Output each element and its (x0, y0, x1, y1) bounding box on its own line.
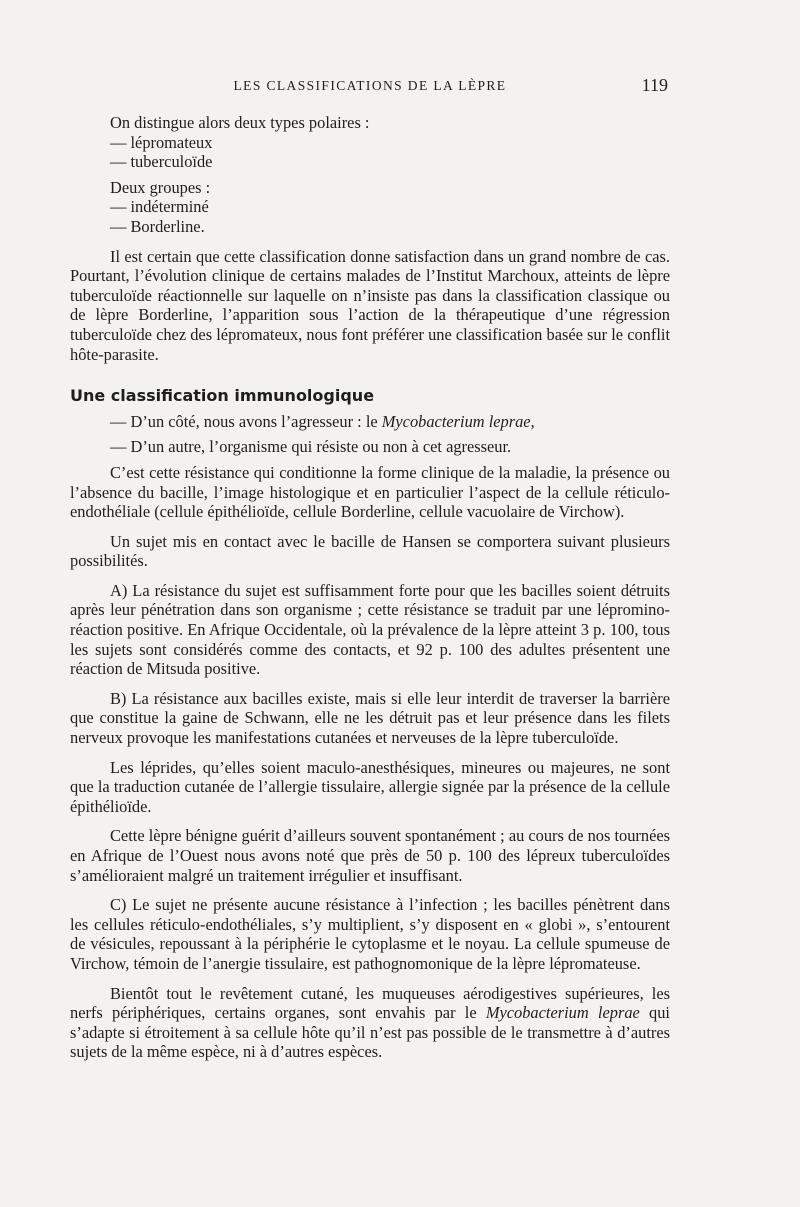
polar-types-lead: On distingue alors deux types polaires : (110, 113, 370, 132)
polar-type-item: — lépromateux (110, 132, 213, 152)
paragraph: Cette lèpre bénigne guérit d’ailleurs souvent spontanément ; au cours de nos tournées en Afrique de l’Ouest nous avons noté que près de 50 p. 100 des lépreux tuberculoïdes s’amélioraient malgré un traitement irrégulier et insuffisant. (70, 826, 670, 885)
group-item: — indéterminé (110, 197, 209, 217)
paragraph-text: qui s’adapte si étroitement à sa cellule hôte qu’il n’est pas possible de le transmettre à d’autres sujets de la même espèce, ni à d’autres espèces. (70, 1003, 670, 1062)
dash-item: — D’un autre, l’organisme qui résiste ou non à cet agresseur. (110, 437, 512, 457)
paragraph: Il est certain que cette classification donne satisfaction dans un grand nombre de cas. Pourtant, l’évolution clinique de certains malades de l’Institut Marchoux, atteints de lèpre tuberculoïde réactionnelle sur laquelle on n’insiste pas dans la classification classique ou de lèpre Borderline, l’apparition sous l’action de la thérapeutique d’une régression tuberculoïde chez des lépromateux, nous font préférer une classification basée sur le conflit hôte-parasite. (70, 246, 670, 364)
paragraph-case-b: B) La résistance aux bacilles existe, mais si elle leur interdit de traverser la barrière que constitue la gaine de Schwann, elle ne les détruit pas et leur présence dans les filets nerveux provoque les manifestations cutanées et nerveuses de la lèpre tuberculoïde. (70, 688, 670, 748)
polar-type-item: — tuberculoïde (110, 152, 213, 172)
paragraph-text: Bientôt tout le revêtement cutané, les muqueuses aérodigestives supérieures, les nerfs périphériques, certains organes, sont envahis par le (70, 983, 670, 1023)
paragraph: Un sujet mis en contact avec le bacille de Hansen se comportera suivant plusieurs possibilités. (70, 531, 670, 571)
polar-types-block (70, 113, 670, 237)
groups-lead: Deux groupes : (110, 177, 211, 197)
paragraph (70, 984, 670, 1062)
paragraph: Les léprides, qu’elles soient maculo-anesthésiques, mineures ou majeures, ne sont que la traduction cutanée de l’allergie tissulaire, allergie signée par la présence de la cellule épithélioïde. (70, 757, 670, 816)
species-name: Mycobacterium leprae (485, 1003, 640, 1023)
page-body (70, 113, 670, 1062)
running-title: LES CLASSIFICATIONS DE LA LÈPRE (233, 78, 507, 93)
paragraph-case-c: C) Le sujet ne présente aucune résistance à l’infection ; les bacilles pénètrent dans les cellules réticulo-endothéliales, s’y multiplient, s’y disposent en « globi », s’entourent de vésicules, repoussant à la périphérie le cytoplasme et le noyau. La cellule spumeuse de Virchow, témoin de l’anergie tissulaire, est pathognomonique de la lèpre lépromateuse. (70, 895, 670, 973)
page-number: 119 (641, 75, 668, 95)
dash-item-text: — D’un côté, nous avons l’agresseur : le (110, 411, 382, 431)
section-title: Une classification immunologique (70, 386, 375, 406)
paragraph: C’est cette résistance qui conditionne la forme clinique de la maladie, la présence ou l’absence du bacille, l’image histologique et en particulier l’aspect de la cellule réticulo-endothéliale (cellule épithélioïde, cellule Borderline, cellule vacuolaire de Virchow). (70, 462, 670, 522)
group-item: — Borderline. (110, 216, 205, 236)
paragraph-case-a: A) La résistance du sujet est suffisamment forte pour que les bacilles soient détruits après leur pénétration dans son organisme ; cette résistance se traduit par une lépromino-réaction positive. En Afrique Occidentale, où la prévalence de la lèpre atteint 3 p. 100, tous les sujets sont considérés comme des contacts, et 92 p. 100 des adultes présentent une réaction de Mitsuda positive. (70, 580, 670, 679)
dash-item (70, 412, 670, 432)
species-name: Mycobacterium leprae, (381, 411, 535, 431)
